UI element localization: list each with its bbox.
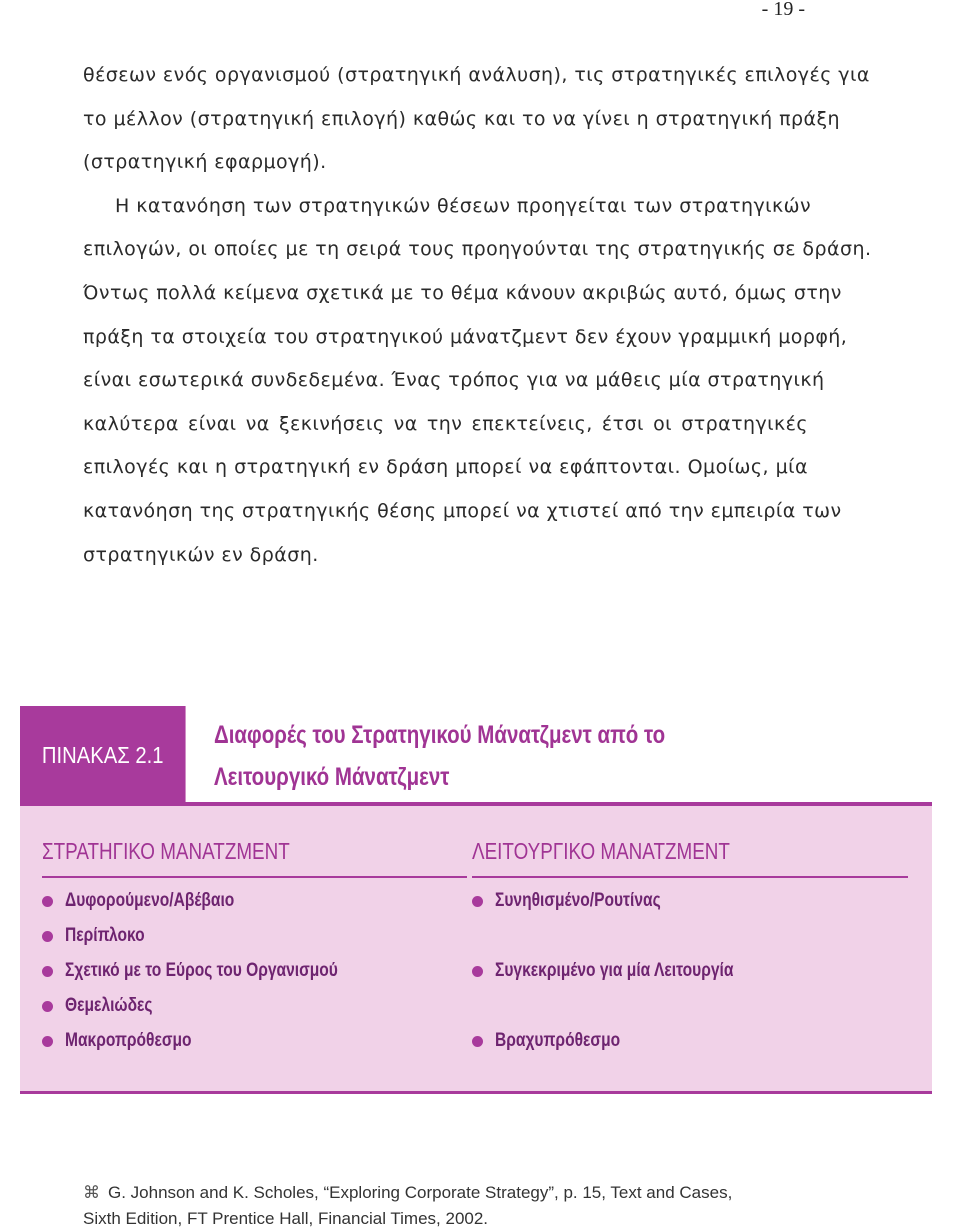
page-number: - 19 -	[761, 0, 805, 20]
footnote-marker-icon: ⌘	[83, 1183, 100, 1202]
paragraph-line: Η κατανόηση των στρατηγικών θέσεων προηγείται των στρατηγικών	[115, 194, 812, 217]
paragraph-line: πράξη τα στοιχεία του στρατηγικού μάνατζμεντ δεν έχουν γραμμική μορφή,	[83, 325, 848, 348]
footnote-text: G. Johnson and K. Scholes, “Exploring Corporate Strategy”, p. 15, Text and Cases,	[108, 1183, 733, 1202]
bullet-icon	[42, 1036, 53, 1047]
strategic-column	[42, 838, 344, 1051]
paragraph-line: επιλογών, οι οποίες με τη σειρά τους προηγούνται της στρατηγικής σε δράση.	[83, 238, 872, 261]
table-title-line: Διαφορές του Στρατηγικού Μάνατζμεντ από το	[214, 721, 666, 749]
column-heading: ΣΤΡΑΤΗΓΙΚΟ ΜΑΝΑΤΖΜΕΝΤ	[42, 838, 290, 864]
paragraph-line: είναι εσωτερικά συνδεδεμένα. Ένας τρόπος για να μάθεις μία στρατηγική	[83, 369, 825, 392]
paragraph-line: κατανόηση της στρατηγικής θέσης μπορεί να χτιστεί από την εμπειρία των	[83, 499, 842, 522]
paragraph-line: θέσεων ενός οργανισμού (στρατηγική ανάλυση), τις στρατηγικές επιλογές για	[83, 64, 870, 86]
list-item	[472, 890, 697, 912]
bullet-icon	[472, 1036, 483, 1047]
list-item	[42, 960, 398, 982]
footnote	[83, 1180, 803, 1232]
column-heading: ΛΕΙΤΟΥΡΓΙΚΟ ΜΑΝΑΤΖΜΕΝΤ	[472, 838, 730, 864]
comparison-table	[20, 706, 932, 1093]
bullet-icon	[472, 896, 483, 907]
column-divider	[42, 876, 467, 878]
paragraph-line: (στρατηγική εφαρμογή).	[83, 151, 327, 174]
column-divider	[472, 876, 908, 878]
list-item-text: Βραχυπρόθεσμο	[495, 1030, 621, 1051]
paragraph-line: Όντως πολλά κείμενα σχετικά με το θέμα κάνουν ακριβώς αυτό, όμως στην	[83, 281, 842, 304]
table-title	[214, 714, 739, 798]
list-item	[42, 890, 271, 912]
paragraph-line: στρατηγικών εν δράση.	[83, 543, 319, 566]
list-item-text: Συγκεκριμένο για μία Λειτουργία	[495, 960, 734, 981]
operational-column	[472, 838, 787, 1051]
footnote-line	[83, 1180, 803, 1206]
list-item-text: Συνηθισμένο/Ρουτίνας	[495, 890, 661, 911]
paragraph-line: το μέλλον (στρατηγική επιλογή) καθώς και το να γίνει η στρατηγική πράξη	[83, 107, 841, 130]
bullet-icon	[472, 966, 483, 977]
list-item-text: Δυφορούμενο/Αβέβαιο	[65, 890, 235, 911]
bullet-icon	[42, 966, 53, 977]
bullet-icon	[42, 931, 53, 942]
list-item-text: Θεμελιώδες	[65, 995, 153, 1016]
table-label: ΠΙΝΑΚΑΣ 2.1	[20, 706, 185, 805]
list-item-text: Περίπλοκο	[65, 925, 145, 946]
table-bottom-divider	[20, 1091, 932, 1094]
list-item-text: Σχετικό με το Εύρος του Οργανισμού	[65, 960, 338, 981]
header-divider	[20, 802, 932, 806]
footnote-line: Sixth Edition, FT Prentice Hall, Financial Times, 2002.	[83, 1209, 489, 1228]
paragraph-line: καλύτερα είναι να ξεκινήσεις να την επεκτείνεις, έτσι οι στρατηγικές	[83, 412, 808, 435]
list-item	[42, 1030, 219, 1052]
bullet-icon	[42, 1001, 53, 1012]
list-item	[42, 925, 162, 947]
table-title-area	[186, 706, 932, 805]
bullet-icon	[42, 896, 53, 907]
list-item	[472, 960, 786, 982]
list-item	[42, 995, 172, 1017]
list-item	[472, 1030, 648, 1052]
list-item-text: Μακροπρόθεσμο	[65, 1030, 192, 1051]
body-paragraph	[83, 58, 872, 581]
table-title-line: Λειτουργικό Μάνατζμεντ	[214, 763, 450, 791]
paragraph-line: επιλογές και η στρατηγική εν δράση μπορεί να εφάπτονται. Ομοίως, μία	[83, 456, 808, 479]
